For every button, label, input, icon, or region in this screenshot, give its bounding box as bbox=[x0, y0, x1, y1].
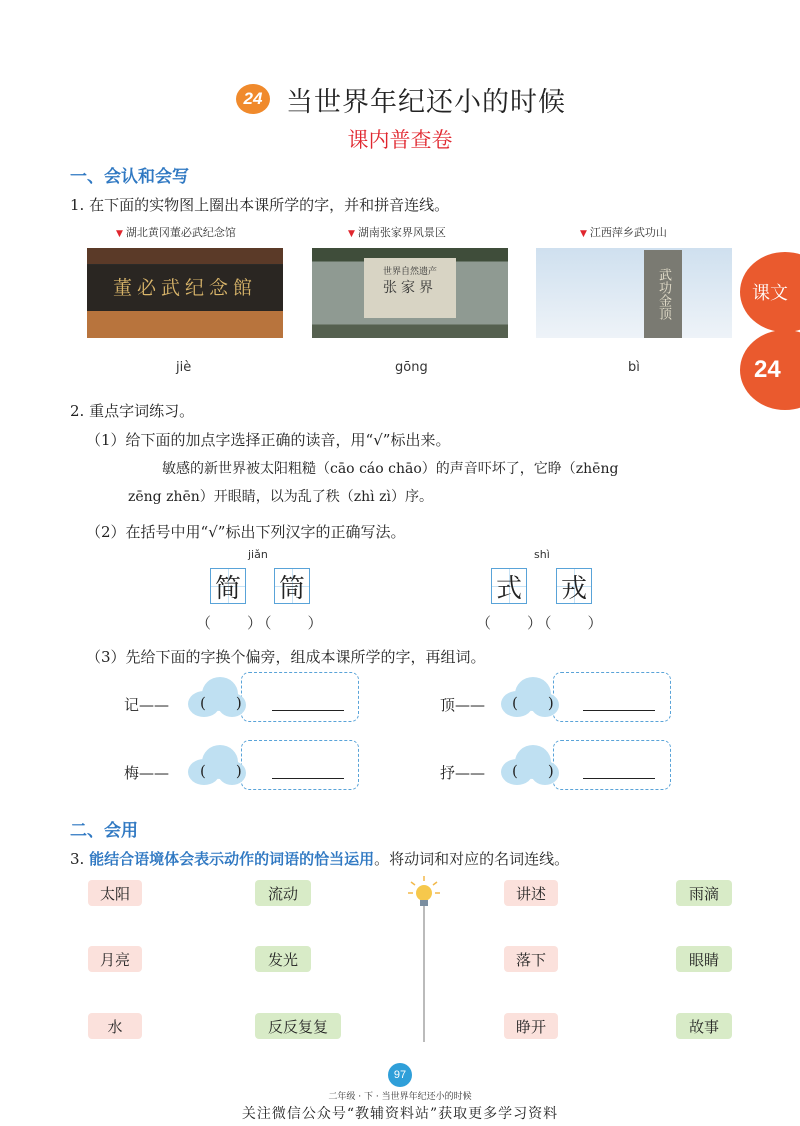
page-title: 当世界年纪还小的时候 bbox=[286, 87, 566, 118]
fill-parens[interactable]: ( ) bbox=[200, 694, 242, 712]
source-char: 梅—— bbox=[124, 764, 170, 782]
sentence-line-1: 敏感的新世界被太阳粗糙（cāo cáo chāo）的声音吓坏了，它睁（zhēng bbox=[162, 461, 619, 477]
fill-parens[interactable]: ( ) bbox=[512, 762, 554, 780]
noun-tag[interactable]: 月亮 bbox=[88, 946, 142, 972]
sentence-line-2: zēng zhēn）开眼睛，以为乱了秩（zhì zì）序。 bbox=[128, 489, 433, 505]
verb-tag[interactable]: 落下 bbox=[504, 946, 558, 972]
fill-parens[interactable]: ( ) bbox=[200, 762, 242, 780]
noun-tag[interactable]: 雨滴 bbox=[676, 880, 732, 906]
answer-line[interactable] bbox=[272, 710, 344, 711]
answer-line[interactable] bbox=[583, 778, 655, 779]
pinyin-option-2[interactable]: gōng bbox=[395, 360, 428, 375]
noun-tag[interactable]: 水 bbox=[88, 1013, 142, 1039]
char-box: 式 bbox=[491, 568, 527, 604]
page-subtitle: 课内普查卷 bbox=[347, 128, 453, 152]
question-2-1-text: （1）给下面的加点字选择正确的读音，用“√”标出来。 bbox=[86, 431, 451, 449]
verb-tag[interactable]: 讲述 bbox=[504, 880, 558, 906]
answer-parens[interactable]: （ ）（ ） bbox=[476, 614, 605, 632]
word-answer-box[interactable] bbox=[241, 672, 359, 722]
photo-caption-3: ▼ 江西萍乡武功山 bbox=[580, 226, 667, 239]
answer-line[interactable] bbox=[272, 778, 344, 779]
pinyin-jian: jiǎn bbox=[248, 548, 268, 561]
photo-zhangjiajie-gate[interactable] bbox=[312, 248, 508, 338]
summit-pillar: 武功金顶 bbox=[644, 250, 682, 338]
lesson-number-badge: 24 bbox=[236, 84, 270, 114]
source-char: 抒—— bbox=[440, 764, 486, 782]
triangle-icon: ▼ bbox=[580, 229, 587, 239]
zhangjiajie-stone: 世界自然遗产 张家界 bbox=[364, 258, 456, 318]
photo-caption-2: ▼ 湖南张家界风景区 bbox=[348, 226, 446, 239]
source-char: 记—— bbox=[124, 696, 170, 714]
word-answer-box[interactable] bbox=[553, 672, 671, 722]
answer-line[interactable] bbox=[583, 710, 655, 711]
char-box: 简 bbox=[210, 568, 246, 604]
word-answer-box[interactable] bbox=[553, 740, 671, 790]
footer-notice: 关注微信公众号“教辅资料站”获取更多学习资料 bbox=[241, 1106, 559, 1122]
triangle-icon: ▼ bbox=[116, 229, 123, 239]
noun-tag[interactable]: 太阳 bbox=[88, 880, 142, 906]
triangle-icon: ▼ bbox=[348, 229, 355, 239]
char-box: 戎 bbox=[556, 568, 592, 604]
memorial-plaque: 董必武纪念館 bbox=[87, 265, 283, 311]
question-2-text: 2. 重点字词练习。 bbox=[70, 402, 195, 420]
noun-tag[interactable]: 故事 bbox=[676, 1013, 732, 1039]
question-2-2-text: （2）在括号中用“√”标出下列汉字的正确写法。 bbox=[86, 523, 406, 541]
answer-parens[interactable]: （ ）（ ） bbox=[196, 614, 325, 632]
photo-wugong-mountain[interactable] bbox=[536, 248, 732, 338]
lightbulb-icon bbox=[408, 876, 440, 1042]
word-answer-box[interactable] bbox=[241, 740, 359, 790]
section-heading-2: 二、会用 bbox=[70, 821, 138, 841]
verb-tag[interactable]: 睁开 bbox=[504, 1013, 558, 1039]
photo-memorial-hall[interactable] bbox=[87, 248, 283, 338]
pinyin-option-3[interactable]: bì bbox=[628, 360, 640, 375]
side-tab-label: 课文 bbox=[740, 252, 800, 332]
question-1-text: 1. 在下面的实物图上圈出本课所学的字，并和拼音连线。 bbox=[70, 196, 450, 214]
char-box: 筒 bbox=[274, 568, 310, 604]
verb-tag[interactable]: 流动 bbox=[255, 880, 311, 906]
running-title: 二年级 · 下 · 当世界年纪还小的时候 bbox=[328, 1092, 472, 1102]
question-2-3-text: （3）先给下面的字换个偏旁，组成本课所学的字，再组词。 bbox=[86, 648, 486, 666]
side-tab-number: 24 bbox=[740, 330, 800, 410]
photo-caption-1: ▼ 湖北黄冈董必武纪念馆 bbox=[116, 226, 236, 239]
verb-tag[interactable]: 反反复复 bbox=[255, 1013, 341, 1039]
page-number: 97 bbox=[388, 1063, 412, 1087]
verb-tag[interactable]: 发光 bbox=[255, 946, 311, 972]
pinyin-shi: shì bbox=[534, 548, 550, 561]
pinyin-option-1[interactable]: jiè bbox=[176, 360, 192, 375]
section-heading-1: 一、会认和会写 bbox=[70, 167, 189, 187]
source-char: 顶—— bbox=[440, 696, 486, 714]
noun-tag[interactable]: 眼睛 bbox=[676, 946, 732, 972]
fill-parens[interactable]: ( ) bbox=[512, 694, 554, 712]
question-3-text: 3. 能结合语境体会表示动作的词语的恰当运用。将动词和对应的名词连线。 bbox=[70, 850, 570, 868]
